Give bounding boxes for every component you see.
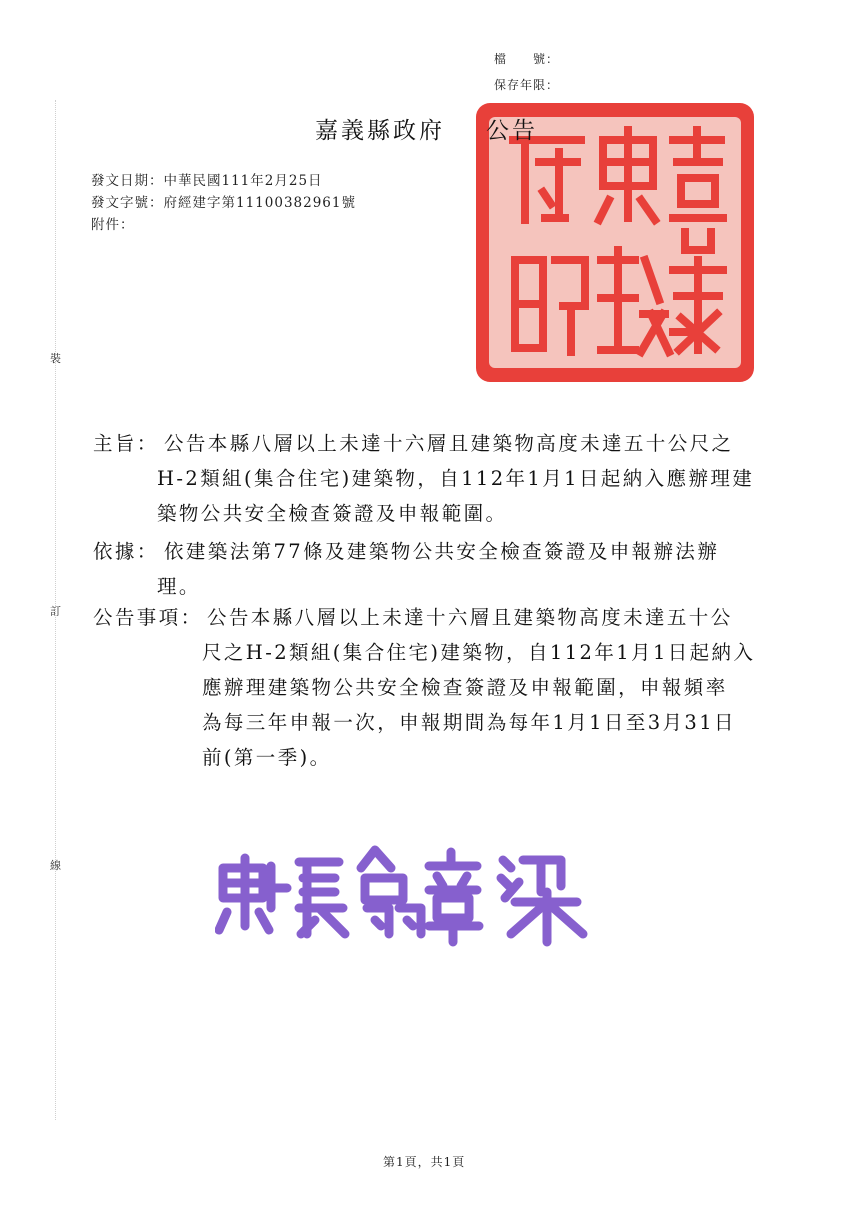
items-line: 為每三年申報一次，申報期間為每年1月1日至3月31日	[202, 711, 736, 734]
items-line: 尺之H-2類組(集合住宅)建築物，自112年1月1日起納入	[202, 641, 756, 664]
retention-period-label: 保存年限：	[494, 78, 560, 92]
magistrate-signature-stamp	[215, 838, 595, 948]
items-line: 應辦理建築物公共安全檢查簽證及申報範圍，申報頻率	[202, 676, 728, 699]
binding-mark-xian: 線	[50, 859, 61, 872]
binding-mark-ding: 訂	[50, 605, 61, 618]
items-label: 公告事項：	[93, 606, 203, 629]
items-line: 公告本縣八層以上未達十六層且建築物高度未達五十公	[207, 606, 733, 629]
binding-mark-zhuang: 裝	[50, 352, 61, 365]
subject-line: 築物公共安全檢查簽證及申報範圍。	[157, 502, 508, 525]
items-line: 前(第一季)。	[202, 746, 332, 769]
issue-date-value: 中華民國111年2月25日	[163, 173, 323, 189]
attachment-label: 附件：	[91, 217, 135, 233]
basis-line: 依建築法第77條及建築物公共安全檢查簽證及申報辦法辦	[164, 540, 720, 563]
basis-line: 理。	[157, 575, 201, 598]
issue-number-row	[91, 194, 356, 213]
issue-number-value: 府經建字第11100382961號	[163, 195, 356, 211]
page-number: 第1頁，共1頁	[383, 1155, 466, 1169]
issue-date-row	[91, 172, 323, 191]
basis-label: 依據：	[93, 540, 159, 563]
issue-number-label: 發文字號：	[91, 195, 164, 211]
issuing-authority: 嘉義縣政府	[315, 118, 445, 144]
subject-label: 主旨：	[93, 432, 159, 455]
file-number-label: 檔 號：	[494, 52, 560, 66]
document-type: 公告	[486, 118, 538, 144]
subject-line: 公告本縣八層以上未達十六層且建築物高度未達五十公尺之	[164, 432, 734, 455]
subject-line: H-2類組(集合住宅)建築物，自112年1月1日起納入應辦理建	[157, 467, 755, 490]
issue-date-label: 發文日期：	[91, 173, 164, 189]
